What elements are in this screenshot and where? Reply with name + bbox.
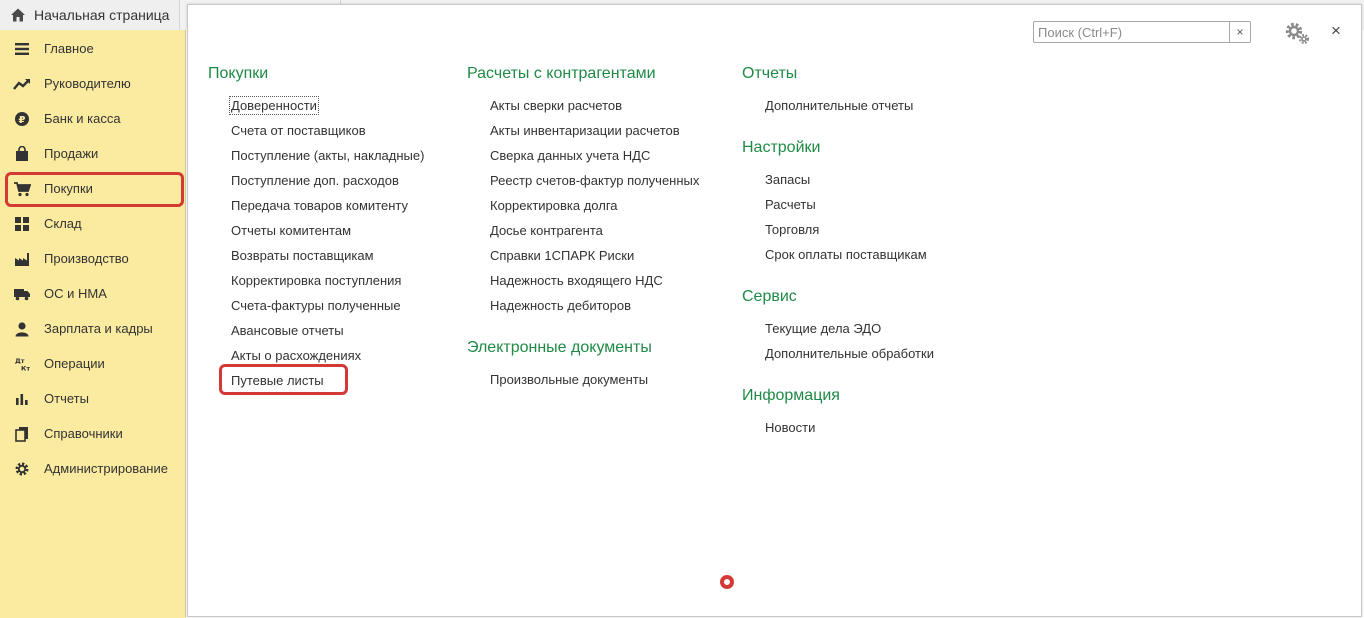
sidebar-item-assets[interactable] bbox=[0, 276, 186, 311]
link-reconciliation-acts[interactable]: Акты сверки расчетов bbox=[490, 98, 623, 113]
section-title-service: Сервис bbox=[742, 288, 797, 305]
sidebar-item-administration[interactable] bbox=[0, 451, 186, 486]
shopping-bag-icon bbox=[13, 145, 31, 163]
sidebar-item-label: Производство bbox=[44, 251, 129, 266]
cart-icon bbox=[13, 180, 31, 198]
link-discrepancy-acts[interactable]: Акты о расхождениях bbox=[231, 348, 362, 363]
sidebar-item-bank[interactable] bbox=[0, 101, 186, 136]
sidebar-item-label: ОС и НМА bbox=[44, 286, 107, 301]
link-consignor-reports[interactable]: Отчеты комитентам bbox=[231, 223, 352, 238]
search-input[interactable] bbox=[1034, 22, 1229, 42]
sidebar-item-label: Справочники bbox=[44, 426, 123, 441]
section-title-settings: Настройки bbox=[742, 139, 821, 156]
sidebar-item-label: Продажи bbox=[44, 146, 99, 161]
svg-text:Дт: Дт bbox=[15, 356, 25, 365]
section-title-reports: Отчеты bbox=[742, 65, 798, 82]
link-transfer-to-consignor[interactable]: Передача товаров комитенту bbox=[231, 198, 408, 213]
section-title-information: Информация bbox=[742, 387, 840, 404]
link-counterparty-dossier[interactable]: Досье контрагента bbox=[490, 223, 603, 238]
bar-chart-icon bbox=[13, 390, 31, 408]
link-vat-reconciliation[interactable]: Сверка данных учета НДС bbox=[490, 148, 651, 163]
link-receipts[interactable]: Поступление (акты, накладные) bbox=[231, 148, 425, 163]
sidebar-item-label: Операции bbox=[44, 356, 105, 371]
home-icon bbox=[10, 7, 26, 23]
link-additional-reports[interactable]: Дополнительные отчеты bbox=[765, 98, 914, 113]
clear-search-button[interactable]: × bbox=[1229, 22, 1250, 42]
svg-text:Кт: Кт bbox=[21, 364, 30, 372]
close-button[interactable]: × bbox=[1331, 21, 1341, 40]
truck-icon bbox=[13, 285, 31, 303]
link-additional-costs[interactable]: Поступление доп. расходов bbox=[231, 173, 399, 188]
link-advance-reports[interactable]: Авансовые отчеты bbox=[231, 323, 344, 338]
sidebar-item-label: Главное bbox=[44, 41, 94, 56]
link-waybills[interactable]: Путевые листы bbox=[231, 373, 324, 388]
sidebar-item-reports[interactable] bbox=[0, 381, 186, 416]
link-inventory-acts[interactable]: Акты инвентаризации расчетов bbox=[490, 123, 680, 138]
factory-icon bbox=[13, 250, 31, 268]
link-vat-reliability[interactable]: Надежность входящего НДС bbox=[490, 273, 663, 288]
section-title-edocs: Электронные документы bbox=[467, 339, 652, 356]
sidebar-item-main[interactable] bbox=[0, 31, 186, 66]
sidebar-item-label: Администрирование bbox=[44, 461, 168, 476]
person-icon bbox=[13, 320, 31, 338]
section-title-settlements: Расчеты с контрагентами bbox=[467, 65, 656, 82]
link-received-invoices[interactable]: Счета-фактуры полученные bbox=[231, 298, 401, 313]
sidebar-item-label: Отчеты bbox=[44, 391, 89, 406]
sidebar-item-purchases[interactable] bbox=[0, 171, 186, 206]
sidebar-item-operations[interactable] bbox=[0, 346, 186, 381]
sidebar-item-label: Банк и касса bbox=[44, 111, 121, 126]
link-payment-terms[interactable]: Срок оплаты поставщикам bbox=[765, 247, 927, 262]
link-receipt-adjustment[interactable]: Корректировка поступления bbox=[231, 273, 402, 288]
section-menu-panel bbox=[187, 4, 1362, 617]
link-invoice-register[interactable]: Реестр счетов-фактур полученных bbox=[490, 173, 700, 188]
sidebar-item-label: Зарплата и кадры bbox=[44, 321, 153, 336]
sidebar-item-label: Руководителю bbox=[44, 76, 131, 91]
link-debtor-reliability[interactable]: Надежность дебиторов bbox=[490, 298, 632, 313]
trend-up-icon bbox=[13, 75, 31, 93]
link-powers-of-attorney[interactable]: Доверенности bbox=[231, 98, 317, 113]
link-arbitrary-documents[interactable]: Произвольные документы bbox=[490, 372, 649, 387]
sidebar-item-warehouse[interactable] bbox=[0, 206, 186, 241]
link-trade[interactable]: Торговля bbox=[765, 222, 820, 237]
sections-sidebar bbox=[0, 30, 186, 618]
link-supplier-invoices[interactable]: Счета от поставщиков bbox=[231, 123, 366, 138]
books-icon bbox=[13, 425, 31, 443]
sidebar-item-label: Покупки bbox=[44, 181, 93, 196]
sidebar-item-production[interactable] bbox=[0, 241, 186, 276]
sidebar-item-catalogs[interactable] bbox=[0, 416, 186, 451]
cursor-marker bbox=[720, 575, 734, 589]
link-returns-to-suppliers[interactable]: Возвраты поставщикам bbox=[231, 248, 374, 263]
warehouse-grid-icon bbox=[13, 215, 31, 233]
ruble-coin-icon bbox=[13, 110, 31, 128]
link-inventory[interactable]: Запасы bbox=[765, 172, 811, 187]
debit-credit-icon bbox=[13, 355, 31, 373]
link-spark-risks[interactable]: Справки 1СПАРК Риски bbox=[490, 248, 635, 263]
link-news[interactable]: Новости bbox=[765, 420, 816, 435]
sidebar-item-label: Склад bbox=[44, 216, 82, 231]
gear-icon bbox=[13, 460, 31, 478]
home-tab[interactable] bbox=[0, 0, 180, 30]
link-edo-tasks[interactable]: Текущие дела ЭДО bbox=[765, 321, 882, 336]
link-debt-adjustment[interactable]: Корректировка долга bbox=[490, 198, 618, 213]
section-title-purchases: Покупки bbox=[208, 65, 269, 82]
sidebar-item-manager[interactable] bbox=[0, 66, 186, 101]
sidebar-item-sales[interactable] bbox=[0, 136, 186, 171]
svg-text:₽: ₽ bbox=[18, 114, 26, 126]
search-field[interactable] bbox=[1033, 21, 1251, 43]
home-tab-label: Начальная страница bbox=[34, 7, 170, 23]
link-calculations[interactable]: Расчеты bbox=[765, 197, 816, 212]
settings-gears-icon[interactable] bbox=[1284, 21, 1312, 45]
link-additional-processing[interactable]: Дополнительные обработки bbox=[765, 346, 934, 361]
sidebar-item-salary[interactable] bbox=[0, 311, 186, 346]
menu-lines-icon bbox=[13, 40, 31, 58]
